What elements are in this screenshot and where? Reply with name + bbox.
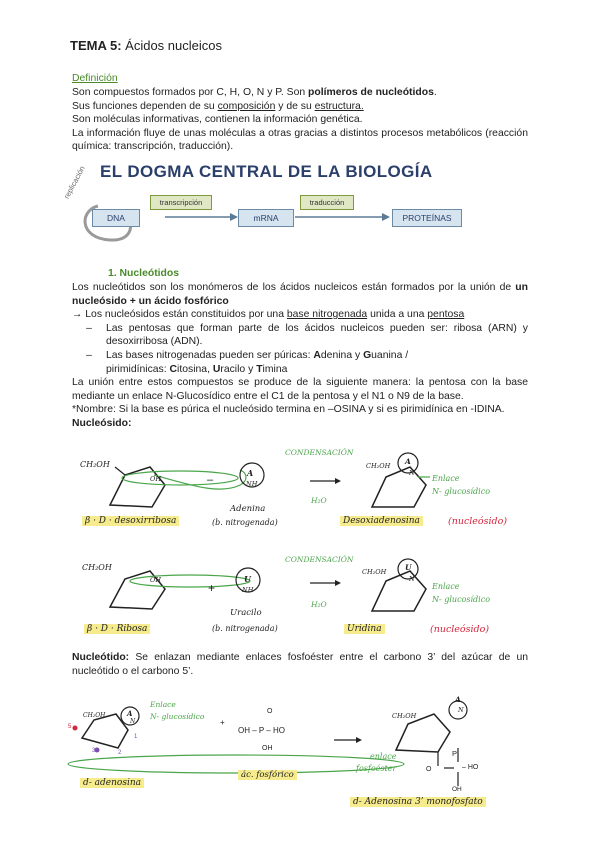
product2-ring-icon [372,571,426,611]
d3-enlace: Enlace [150,700,176,709]
d2-nh: NH [242,586,254,594]
d1-base-label: Adenina [230,504,266,514]
d1-sugar-label: β · D · desoxirribosa [82,516,179,526]
d2-ch2oh: CH₂OH [82,563,112,572]
product-ring-icon [372,467,426,507]
d1-minus: – [207,474,214,486]
d3-sugar-label: d- adenosina [80,778,144,788]
d3-nglucosidico: N- glucosídico [150,712,205,721]
d1-product: Desoxiadenosina [340,516,423,526]
nucleotidos-p3: La unión entre estos compuestos se produce de la siguiente manera: la pentosa con la base mediante un enlace N-Glucosídico entre el C1 de la pentosa y el N1 o N9 de la base. [72,377,528,402]
d3-o-b: O [426,766,432,773]
diagram3-structures [66,700,536,810]
d1-h2o: H₂O [311,496,327,505]
d1-nglucosidico: N- glucosídico [432,487,491,496]
d1-base: A [247,468,254,478]
phosphoester-highlight-icon [68,755,404,773]
nucleotidos-bullet2: – Las bases nitrogenadas pueden ser púricas: Adenina y Guanina / [86,349,409,361]
d3-n3: 3 [92,748,96,754]
d2-h2o: H₂O [311,600,327,609]
d2-base-label: Uracilo [230,608,262,618]
dogma-title: EL DOGMA CENTRAL DE LA BIOLOGÍA [100,162,433,181]
d2-plus: + [208,581,216,595]
d2-n: N [409,575,415,583]
d3-fosfoester: fosfoéster [356,764,397,773]
d1-base-b: A [405,457,411,466]
replicacion-label: replicación [62,164,87,201]
d2-kind: (nucleósido) [430,624,490,635]
nucleotido-paragraph: Nucleótido: Se enlazan mediante enlaces fosfoéster entre el carbono 3’ del azúcar de un nucleótido o el carbono 5’. [72,652,528,677]
d3-acid-label: ác. fosfórico [238,770,297,780]
d3-product: d- Adenosina 3’ monofosfato [350,797,486,807]
d3-phos: OH – P – HO [238,726,285,735]
nucleotidos-p2: → Los nucleósidos están constituidos por una base nitrogenada unida a una pentosa [72,309,465,321]
d3-ho: – HO [462,764,479,771]
d3-p: P [452,749,458,758]
nucleotidos-bullet3: pirimidínicas: Citosina, Uracilo y Timina [106,363,288,375]
d2-enlace: Enlace [432,582,460,591]
definicion-line1: Son compuestos formados por C, H, O, N y P. Son polímeros de nucleótidos. [72,87,437,98]
d1-condensacion: CONDENSACIÓN [285,448,354,457]
nucleosido-label: Nucleósido: [72,417,132,429]
d1-kind: (nucleósido) [448,516,508,527]
nucleotidos-heading: 1. Nucleótidos [108,268,180,279]
traduccion-label: traducción [300,195,354,210]
d1-oh: OH [150,475,161,483]
title-name: Ácidos nucleicos [125,38,222,53]
nucleotidos-p1: Los nucleótidos son los monómeros de los ácidos nucleicos están formados por la unión de un nucleósido + un ácido fosfórico [72,282,528,307]
d1-nh: NH [246,480,258,488]
d2-sugar-label: β · D · Ribosa [84,624,150,634]
union2-highlight-icon [130,575,250,587]
proteinas-box: PROTEÍNAS [392,209,462,227]
d3-ch2oh: CH₂OH [83,712,106,719]
d2-oh: OH [150,576,161,584]
d3-oh: OH [262,745,273,752]
nucleotido-label: Nucleótido: [72,652,130,663]
d1-ch2oh: CH₂OH [80,460,110,469]
d3-n: N [130,718,136,725]
d3-enlace-b: enlace [370,752,397,761]
d2-condensacion: CONDENSACIÓN [285,555,354,564]
mrna-box: mRNA [238,209,294,227]
nucleotidos-p4: *Nombre: Si la base es púrica el nucleósido termina en –OSINA y si es pirimidínica en -IDINA. [72,404,505,416]
d2-ch2oh-b: CH₂OH [362,568,387,576]
d1-ch2oh-b: CH₂OH [366,462,391,470]
d2-base-sub: (b. nitrogenada) [212,624,278,633]
nucleotidos-body [72,281,528,431]
definicion-body [72,86,528,154]
d2-base: U [244,574,251,584]
nucleotidos-bullet1: – Las pentosas que forman parte de los ácidos nucleicos pueden ser: ribosa (ARN) y desoxirribosa (ADN). [86,322,528,348]
d3-n-b: N [458,706,464,714]
d3-n5: 5 [68,724,72,730]
page-title [70,38,222,53]
d1-n: N [409,469,415,477]
d3-o: O [267,708,273,715]
d1-enlace: Enlace [432,474,460,483]
d2-product: Uridina [344,624,385,634]
d3-base-b: A [455,695,461,704]
d2-base-b: U [405,563,412,572]
d3-n1: 1 [134,734,138,740]
d3-ch2oh-b: CH₂OH [392,712,417,720]
transcripcion-label: transcripción [150,195,212,210]
definicion-line3: Son moléculas informativas, contienen la información genética. [72,114,363,126]
definicion-line4: La información fluye de unas moléculas a otras gracias a distintos procesos metabólicos (reacción química: transcripción, traducción). [72,127,528,153]
union-highlight-icon [154,470,246,489]
d1-base-sub: (b. nitrogenada) [212,518,278,527]
d3-base: A [127,709,133,718]
d3-plus: + [220,718,225,727]
definicion-line2: Sus funciones dependen de su composición y de su estructura. [72,100,364,112]
title-tema: TEMA 5: [70,38,122,53]
d3-n2: 2 [118,750,122,756]
d3-oh-b: OH [452,786,462,793]
d2-nglucosidico: N- glucosídico [432,595,491,604]
definicion-heading: Definición [72,73,118,84]
dna-box: DNA [92,209,140,227]
